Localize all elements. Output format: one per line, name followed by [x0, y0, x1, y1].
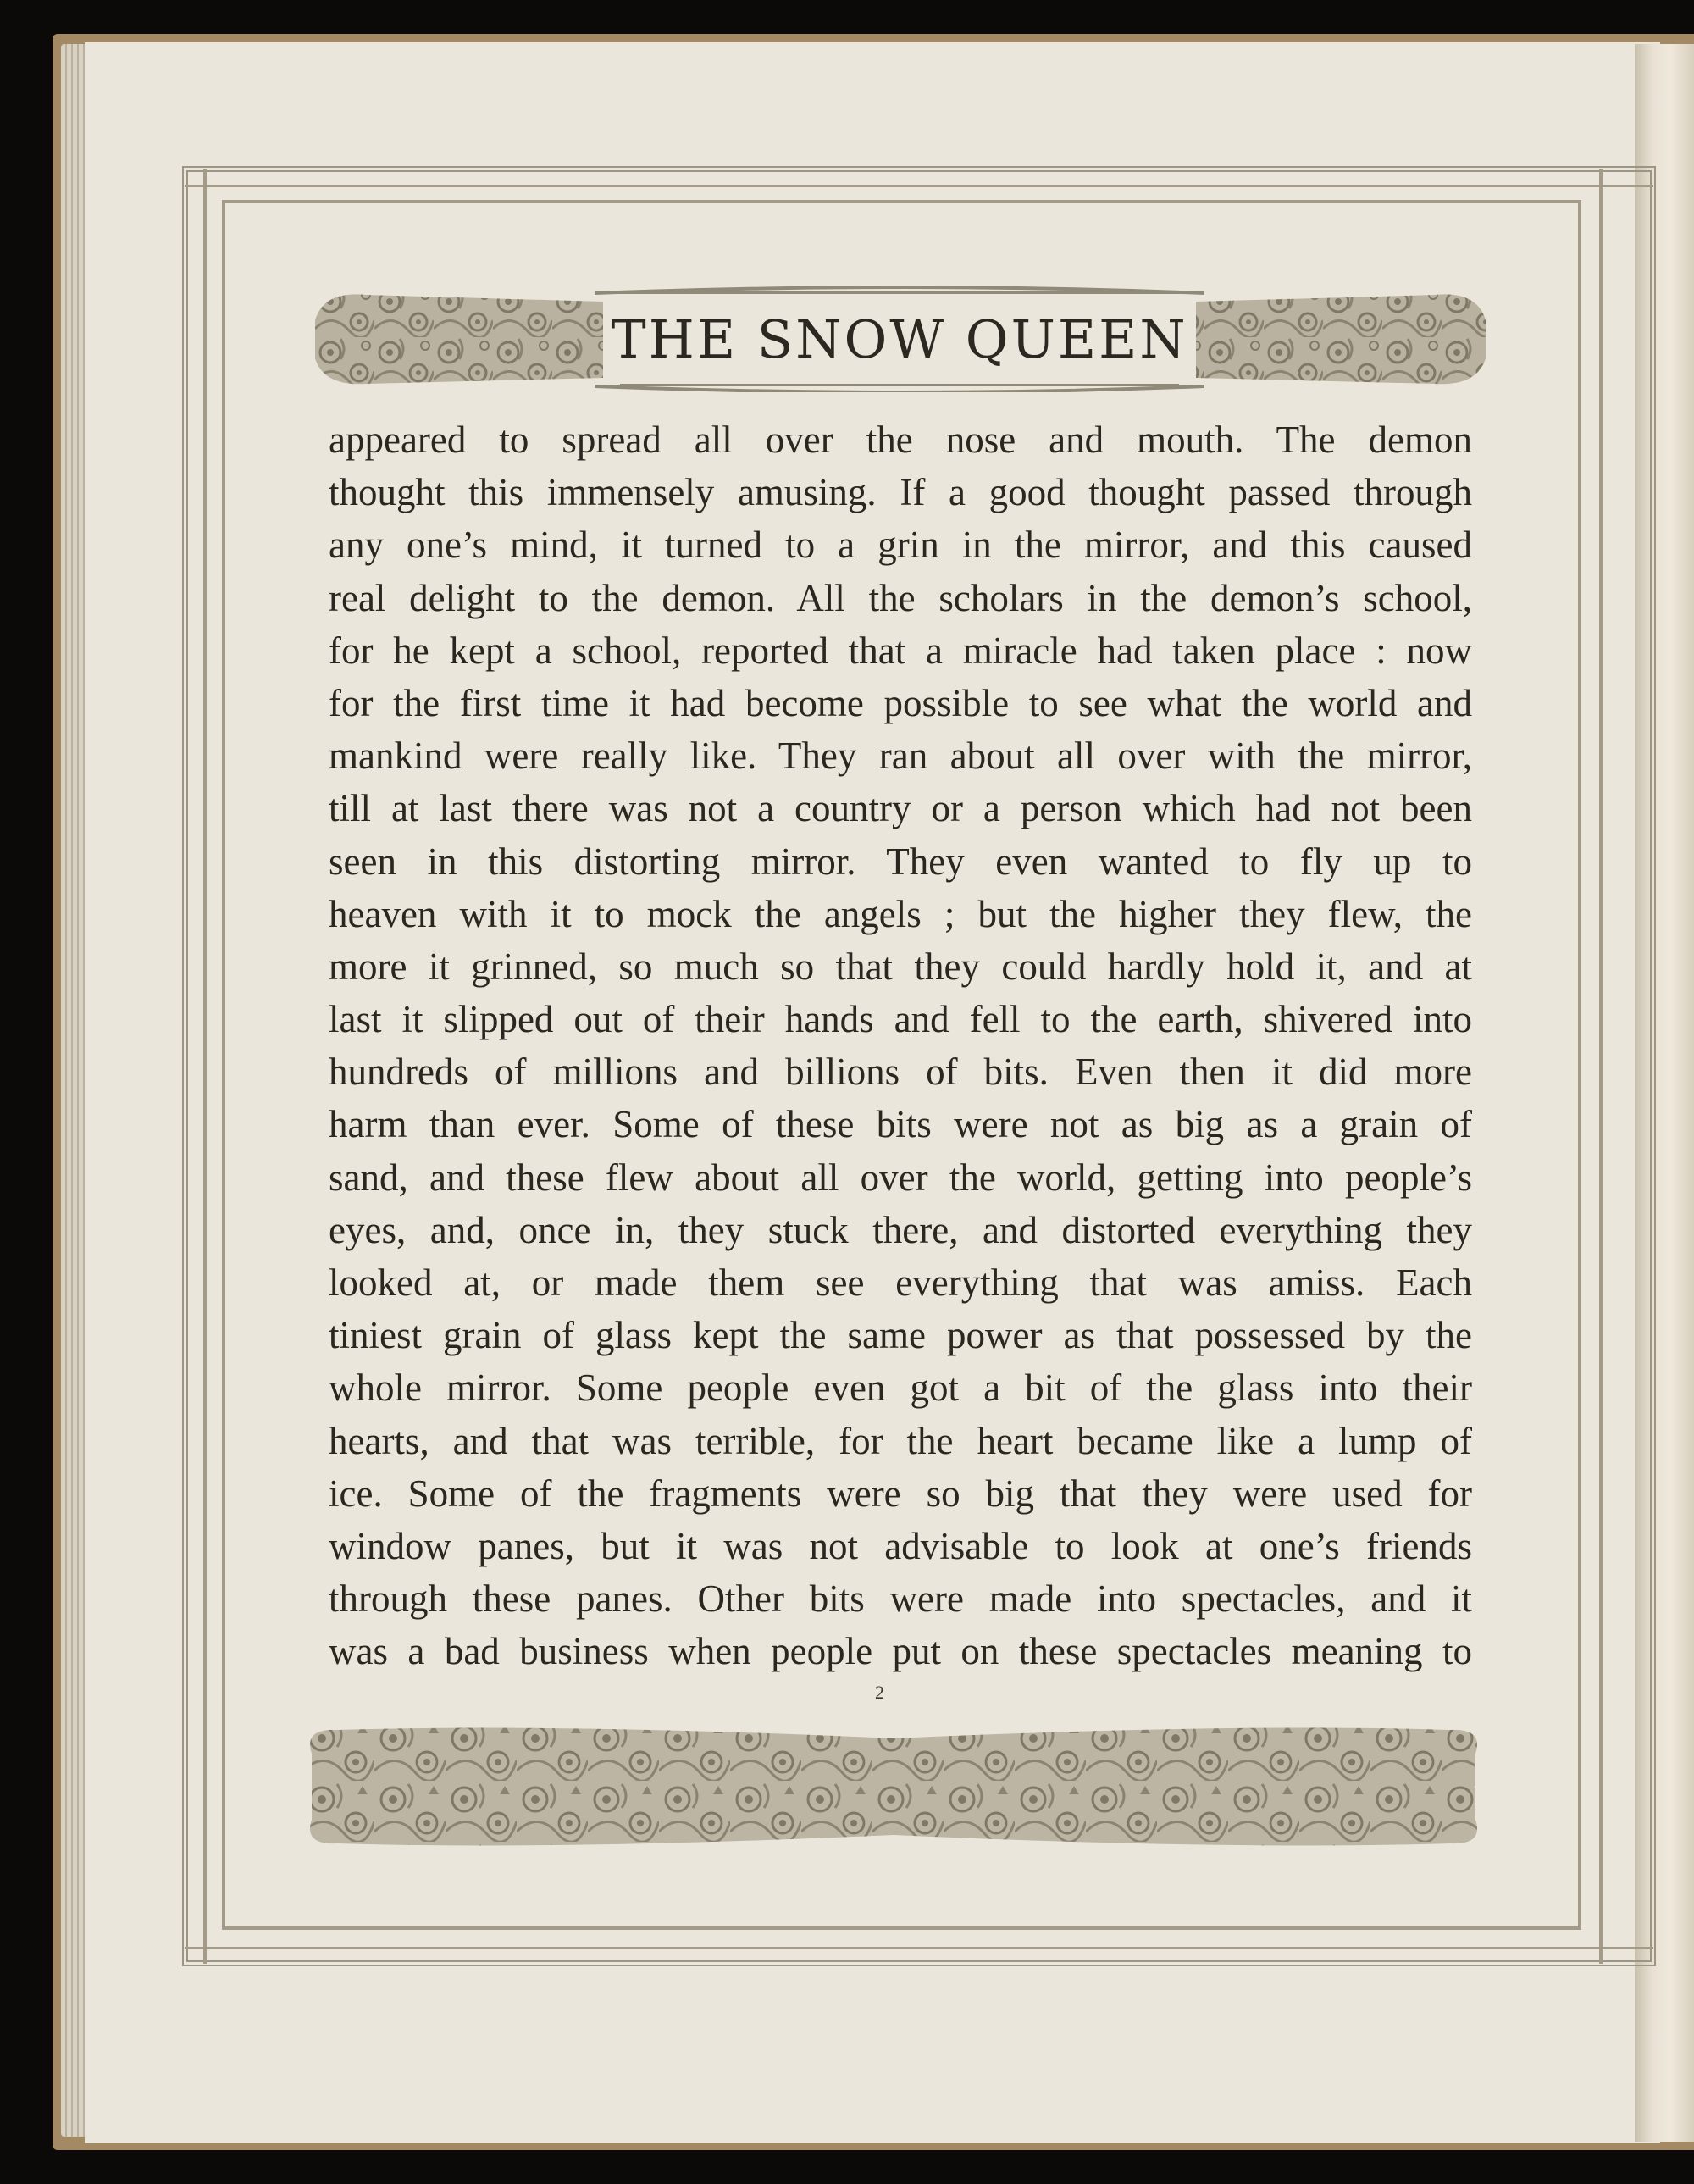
text-line: last it slipped out of their hands and fell to the earth, shivered into	[329, 998, 1472, 1041]
text-line: whole mirror. Some people even got a bit of the glass into their	[329, 1366, 1472, 1410]
border-rule-bottom	[185, 1947, 1653, 1949]
text-line: ice. Some of the fragments were so big that they were used for	[329, 1472, 1472, 1515]
text-line: real delight to the demon. All the scholars in the demon’s school,	[329, 576, 1472, 619]
text-line: any one’s mind, it turned to a grin in the mirror, and this caused	[329, 524, 1472, 567]
text-line: harm than ever. Some of these bits were not as big as a grain of	[329, 1103, 1472, 1146]
text-line: appeared to spread all over the nose and mouth. The demon	[329, 419, 1472, 461]
footer-ornament-band	[303, 1720, 1484, 1854]
text-line: eyes, and, once in, they stuck there, and distorted everything they	[329, 1208, 1472, 1251]
text-line: more it grinned, so much so that they could hardly hold it, and at	[329, 945, 1472, 988]
text-line: mankind were really like. They ran about all over with the mirror,	[329, 734, 1472, 778]
text-line: looked at, or made them see everything that was amiss. Each	[329, 1261, 1472, 1304]
text-line: heaven with it to mock the angels ; but the higher they flew, the	[329, 892, 1472, 935]
title-box	[611, 291, 1188, 386]
header-ornament-banner	[315, 286, 1486, 392]
text-line: till at last there was not a country or a person which had not been	[329, 787, 1472, 830]
running-head-title: THE SNOW QUEEN	[611, 308, 1188, 370]
page-number: 2	[875, 1682, 884, 1703]
text-line: sand, and these flew about all over the world, getting into people’s	[329, 1156, 1472, 1199]
text-line: thought this immensely amusing. If a good thought passed through	[329, 471, 1472, 514]
border-rule-right	[1599, 169, 1603, 1964]
border-rule-left	[203, 169, 207, 1964]
story-text	[329, 413, 1472, 1678]
border-rule-top	[185, 185, 1653, 187]
text-line: through these panes. Other bits were made into spectacles, and it	[329, 1577, 1472, 1621]
text-line: hearts, and that was terrible, for the heart became like a lump of	[329, 1419, 1472, 1462]
page-edges	[61, 44, 86, 2137]
text-line: hundreds of millions and billions of bits. Even then it did more	[329, 1050, 1472, 1094]
floral-ornament-icon	[303, 1720, 1484, 1854]
text-line: seen in this distorting mirror. They even wanted to fly up to	[329, 840, 1472, 883]
text-line: for he kept a school, reported that a miracle had taken place : now	[329, 629, 1472, 672]
text-line: was a bad business when people put on these spectacles meaning to	[329, 1630, 1472, 1673]
text-line: for the first time it had become possible to see what the world and	[329, 681, 1472, 724]
text-line: tiniest grain of glass kept the same power as that possessed by the	[329, 1314, 1472, 1357]
text-line: window panes, but it was not advisable to look at one’s friends	[329, 1524, 1472, 1567]
